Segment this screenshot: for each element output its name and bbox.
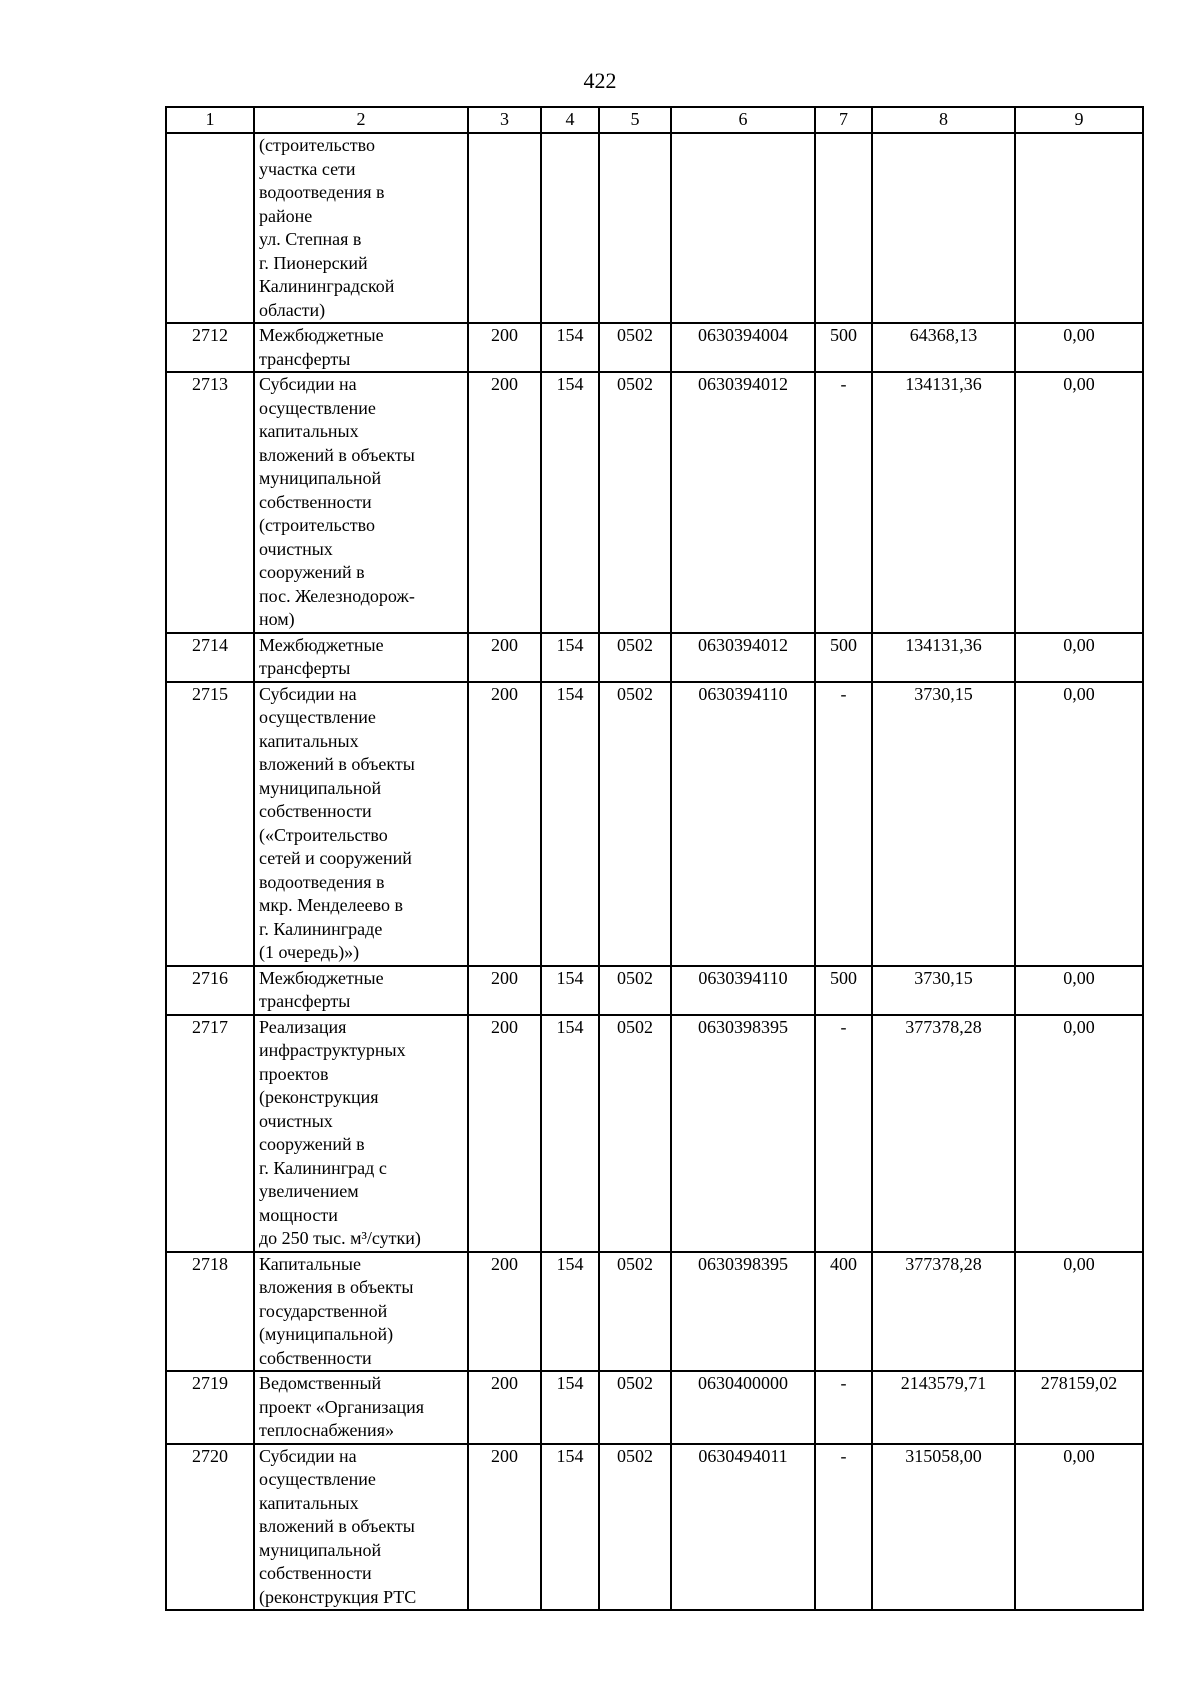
column-header: 8 xyxy=(872,107,1015,133)
row-number: 2713 xyxy=(166,372,254,633)
amount-col9: 278159,02 xyxy=(1015,1371,1143,1444)
code-col3: 200 xyxy=(468,1371,541,1444)
row-name: Межбюджетные трансферты xyxy=(254,323,468,372)
amount-col9: 0,00 xyxy=(1015,1444,1143,1611)
amount-col9 xyxy=(1015,133,1143,323)
amount-col9: 0,00 xyxy=(1015,966,1143,1015)
table-row xyxy=(166,633,1143,682)
row-name: Реализация инфраструктурных проектов (реконструкция очистных сооружений в г. Калининград с увеличением мощности до 250 тыс. м³/сутки) xyxy=(254,1015,468,1252)
code-col4: 154 xyxy=(541,323,599,372)
code-col6: 0630394110 xyxy=(671,966,815,1015)
column-header: 7 xyxy=(815,107,872,133)
amount-col8: 134131,36 xyxy=(872,372,1015,633)
column-header: 6 xyxy=(671,107,815,133)
column-header: 5 xyxy=(599,107,671,133)
code-col7: - xyxy=(815,1015,872,1252)
row-name: (строительство участка сети водоотведения в районе ул. Степная в г. Пионерский Калининградской области) xyxy=(254,133,468,323)
table-row xyxy=(166,1252,1143,1372)
code-col7: - xyxy=(815,682,872,966)
row-number: 2719 xyxy=(166,1371,254,1444)
amount-col9: 0,00 xyxy=(1015,323,1143,372)
row-number: 2714 xyxy=(166,633,254,682)
code-col6: 0630394012 xyxy=(671,372,815,633)
row-name: Ведомственный проект «Организация теплоснабжения» xyxy=(254,1371,468,1444)
amount-col8 xyxy=(872,133,1015,323)
code-col4: 154 xyxy=(541,633,599,682)
table-row xyxy=(166,1015,1143,1252)
column-header: 4 xyxy=(541,107,599,133)
column-header: 9 xyxy=(1015,107,1143,133)
code-col3: 200 xyxy=(468,1252,541,1372)
table-row xyxy=(166,1371,1143,1444)
code-col6: 0630394110 xyxy=(671,682,815,966)
row-number: 2712 xyxy=(166,323,254,372)
row-number xyxy=(166,133,254,323)
code-col5: 0502 xyxy=(599,633,671,682)
amount-col9: 0,00 xyxy=(1015,372,1143,633)
amount-col8: 2143579,71 xyxy=(872,1371,1015,1444)
row-name: Субсидии на осуществление капитальных вложений в объекты муниципальной собственности (реконструкция РТС xyxy=(254,1444,468,1611)
code-col7: - xyxy=(815,1444,872,1611)
code-col4: 154 xyxy=(541,1444,599,1611)
code-col4: 154 xyxy=(541,1371,599,1444)
code-col6 xyxy=(671,133,815,323)
row-name: Капитальные вложения в объекты государственной (муниципальной) собственности xyxy=(254,1252,468,1372)
code-col4: 154 xyxy=(541,682,599,966)
code-col5: 0502 xyxy=(599,1252,671,1372)
header-row xyxy=(166,107,1143,133)
amount-col9: 0,00 xyxy=(1015,633,1143,682)
table-row xyxy=(166,372,1143,633)
code-col5: 0502 xyxy=(599,323,671,372)
code-col7: 500 xyxy=(815,966,872,1015)
row-number: 2720 xyxy=(166,1444,254,1611)
page-number: 422 xyxy=(583,68,617,93)
code-col5: 0502 xyxy=(599,1015,671,1252)
code-col7: 400 xyxy=(815,1252,872,1372)
code-col4: 154 xyxy=(541,1252,599,1372)
code-col3: 200 xyxy=(468,323,541,372)
amount-col9: 0,00 xyxy=(1015,1015,1143,1252)
amount-col8: 315058,00 xyxy=(872,1444,1015,1611)
code-col5: 0502 xyxy=(599,682,671,966)
table-row xyxy=(166,323,1143,372)
code-col3: 200 xyxy=(468,1444,541,1611)
code-col7: - xyxy=(815,1371,872,1444)
code-col7: - xyxy=(815,372,872,633)
code-col6: 0630400000 xyxy=(671,1371,815,1444)
table-row xyxy=(166,966,1143,1015)
row-name: Субсидии на осуществление капитальных вложений в объекты муниципальной собственности (строительство очистных сооружений в пос. Железнодорож- ном) xyxy=(254,372,468,633)
amount-col8: 3730,15 xyxy=(872,682,1015,966)
column-header: 2 xyxy=(254,107,468,133)
table-row xyxy=(166,1444,1143,1611)
code-col7: 500 xyxy=(815,323,872,372)
code-col6: 0630494011 xyxy=(671,1444,815,1611)
amount-col9: 0,00 xyxy=(1015,1252,1143,1372)
code-col4 xyxy=(541,133,599,323)
code-col4: 154 xyxy=(541,372,599,633)
row-number: 2716 xyxy=(166,966,254,1015)
budget-table xyxy=(165,106,1144,1611)
row-name: Межбюджетные трансферты xyxy=(254,633,468,682)
amount-col8: 377378,28 xyxy=(872,1252,1015,1372)
table-body xyxy=(166,133,1143,1610)
code-col6: 0630398395 xyxy=(671,1252,815,1372)
code-col3: 200 xyxy=(468,1015,541,1252)
column-header: 1 xyxy=(166,107,254,133)
row-name: Межбюджетные трансферты xyxy=(254,966,468,1015)
amount-col8: 3730,15 xyxy=(872,966,1015,1015)
code-col3: 200 xyxy=(468,682,541,966)
code-col4: 154 xyxy=(541,1015,599,1252)
amount-col8: 64368,13 xyxy=(872,323,1015,372)
code-col6: 0630394004 xyxy=(671,323,815,372)
code-col5: 0502 xyxy=(599,1371,671,1444)
code-col5 xyxy=(599,133,671,323)
code-col3 xyxy=(468,133,541,323)
code-col3: 200 xyxy=(468,966,541,1015)
code-col5: 0502 xyxy=(599,1444,671,1611)
code-col5: 0502 xyxy=(599,372,671,633)
code-col6: 0630394012 xyxy=(671,633,815,682)
row-number: 2717 xyxy=(166,1015,254,1252)
amount-col9: 0,00 xyxy=(1015,682,1143,966)
code-col5: 0502 xyxy=(599,966,671,1015)
code-col4: 154 xyxy=(541,966,599,1015)
code-col6: 0630398395 xyxy=(671,1015,815,1252)
code-col7 xyxy=(815,133,872,323)
row-number: 2715 xyxy=(166,682,254,966)
amount-col8: 134131,36 xyxy=(872,633,1015,682)
code-col7: 500 xyxy=(815,633,872,682)
row-number: 2718 xyxy=(166,1252,254,1372)
row-name: Субсидии на осуществление капитальных вложений в объекты муниципальной собственности («Строительство сетей и сооружений водоотведения в мкр. Менделеево в г. Калининграде (1 очередь)») xyxy=(254,682,468,966)
table-row xyxy=(166,682,1143,966)
code-col3: 200 xyxy=(468,372,541,633)
code-col3: 200 xyxy=(468,633,541,682)
table-row xyxy=(166,133,1143,323)
amount-col8: 377378,28 xyxy=(872,1015,1015,1252)
column-header: 3 xyxy=(468,107,541,133)
